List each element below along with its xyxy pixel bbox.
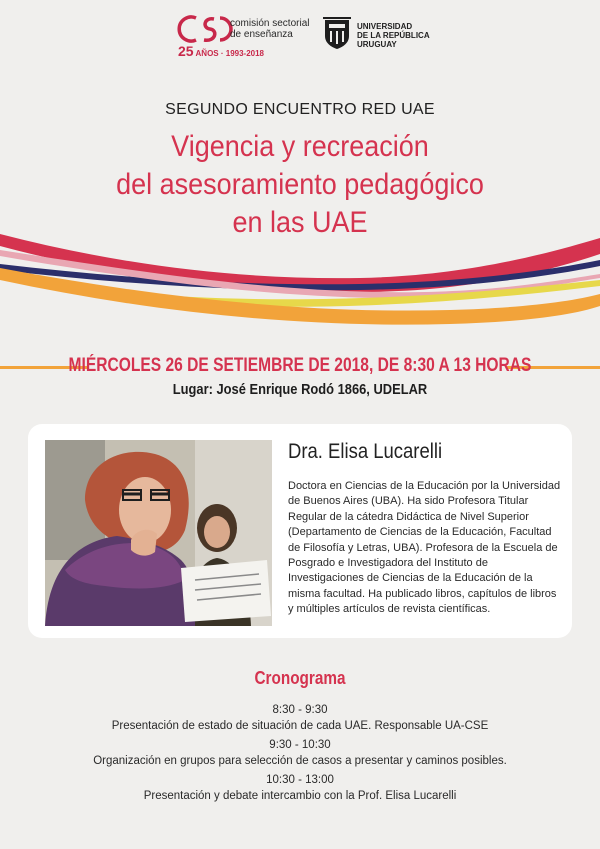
cronograma-desc: Presentación y debate intercambio con la Prof. Elisa Lucarelli [143, 790, 457, 802]
speaker-card [28, 424, 572, 638]
anniv-number: 25 [178, 43, 194, 59]
cronograma-item [0, 702, 600, 734]
udelar-line1: UNIVERSIDAD [357, 22, 413, 31]
speaker-bio: Doctora en Ciencias de la Educación por la Universidad de Buenos Aires (UBA). Ha sido Profesora Titular Regular de la cátedra Didáctica de Nivel Superior (Departamento de Ciencias de la Educación, Facultad de Filosofía y Letras, UBA). Profesora de la Escuela de Posgrado e Investigadora del Instituto de Investigaciones de Ciencias de la Educación de la misma facultad. Ha publicado libros, capítulos de libros y múltiples artículos de revista científicas. [288, 480, 561, 616]
event-place: Lugar: José Enrique Rodó 1866, UDELAR [172, 381, 428, 398]
title-line-2: del asesoramiento pedagógico [116, 168, 484, 201]
title-line-3: en las UAE [232, 206, 368, 239]
cronograma-list [0, 702, 600, 807]
udelar-line2: DE LA REPÚBLICA [357, 31, 430, 40]
cronograma-time: 8:30 - 9:30 [272, 704, 328, 716]
decorative-waves [0, 220, 600, 330]
cronograma-item [0, 772, 600, 804]
cse-mark-icon [176, 14, 234, 44]
cronograma-desc: Presentación de estado de situación de cada UAE. Responsable UA-CSE [111, 720, 489, 732]
cse-logo [176, 14, 326, 60]
udelar-name [357, 22, 430, 49]
speaker-name: Dra. Elisa Lucarelli [288, 440, 443, 463]
cronograma-title: Cronograma [254, 668, 346, 688]
anniv-label: AÑOS · 1993-2018 [195, 49, 264, 58]
cse-name-line1: comisión sectorial [230, 18, 310, 29]
cronograma-desc: Organización en grupos para selección de casos a presentar y caminos posibles. [93, 755, 507, 767]
speaker-photo-illustration [45, 440, 272, 626]
cronograma-item [0, 737, 600, 769]
cse-name [230, 18, 309, 40]
udelar-logo [323, 16, 443, 56]
date-band [0, 353, 600, 381]
title-line-1: Vigencia y recreación [171, 130, 429, 163]
event-kicker: SEGUNDO ENCUENTRO RED UAE [165, 101, 435, 118]
cronograma-time: 10:30 - 13:00 [266, 774, 334, 786]
speaker-photo [45, 440, 272, 626]
cse-anniversary [178, 43, 264, 59]
cronograma-time: 9:30 - 10:30 [269, 739, 331, 751]
event-date: MIÉRCOLES 26 DE SETIEMBRE DE 2018, DE 8:30 A 13 HORAS [68, 355, 532, 376]
udelar-line3: URUGUAY [357, 40, 397, 49]
header [0, 14, 600, 66]
cse-name-line2: de enseñanza [230, 29, 293, 40]
udelar-shield-icon [323, 16, 351, 50]
